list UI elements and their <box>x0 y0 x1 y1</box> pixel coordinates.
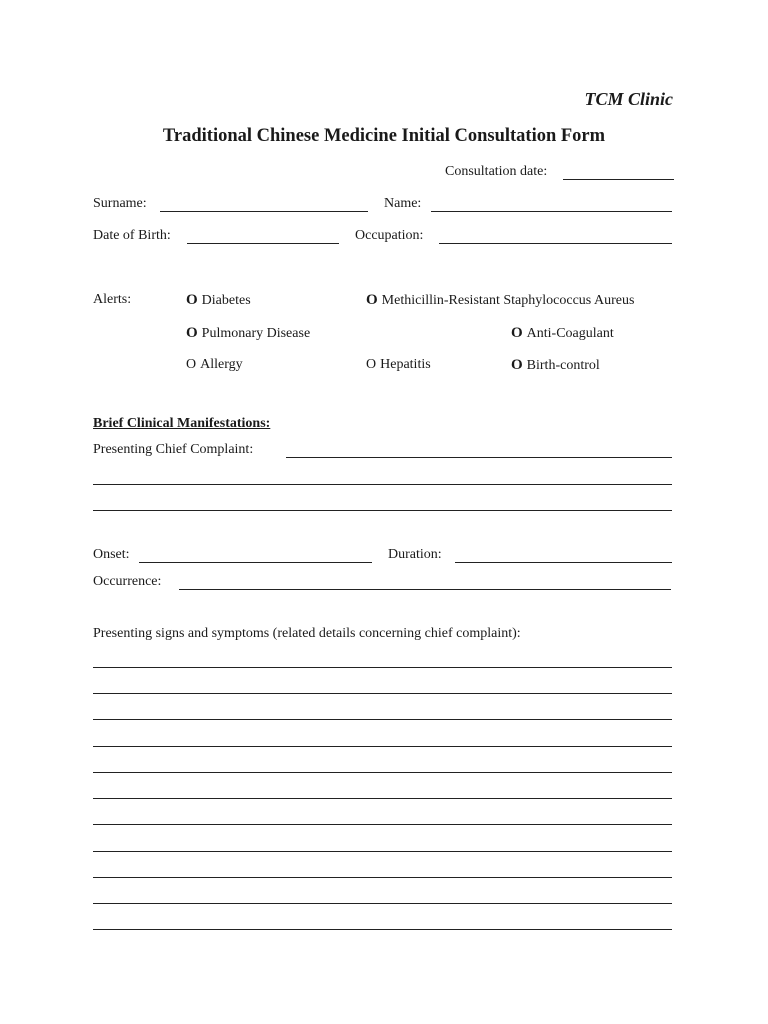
alert-option-label: Anti-Coagulant <box>526 326 614 341</box>
radio-circle-icon: O <box>366 292 378 308</box>
alert-option-allergy[interactable] <box>186 358 243 372</box>
name-field[interactable] <box>431 211 672 212</box>
radio-circle-icon: O <box>511 357 523 373</box>
onset-field[interactable] <box>139 562 372 563</box>
signs-symptoms-line[interactable] <box>93 798 672 799</box>
form-title: Traditional Chinese Medicine Initial Consultation Form <box>162 126 606 146</box>
alerts-label: Alerts: <box>93 292 132 307</box>
clinic-name: TCM Clinic <box>584 89 673 109</box>
signs-symptoms-line[interactable] <box>93 719 672 720</box>
alert-option-label: Birth-control <box>526 358 600 373</box>
chief-complaint-field[interactable] <box>286 457 672 458</box>
surname-field[interactable] <box>160 211 368 212</box>
radio-circle-icon: O <box>186 292 198 308</box>
alert-option-label: Methicillin-Resistant Staphylococcus Aureus <box>381 293 635 308</box>
chief-complaint-label: Presenting Chief Complaint: <box>93 442 254 457</box>
signs-symptoms-line[interactable] <box>93 824 672 825</box>
signs-symptoms-line[interactable] <box>93 877 672 878</box>
occupation-label: Occupation: <box>355 228 424 243</box>
date-of-birth-label: Date of Birth: <box>93 228 171 243</box>
occurrence-label: Occurrence: <box>93 574 162 589</box>
alert-option-anti-coagulant[interactable] <box>511 326 614 341</box>
alert-option-birth-control[interactable] <box>511 358 600 373</box>
signs-symptoms-label: Presenting signs and symptoms (related details concerning chief complaint): <box>93 626 521 641</box>
alert-option-label: Allergy <box>200 357 243 372</box>
signs-symptoms-line[interactable] <box>93 746 672 747</box>
radio-circle-icon: O <box>366 357 377 372</box>
alert-option-diabetes[interactable] <box>186 293 251 308</box>
alert-option-label: Pulmonary Disease <box>201 326 311 341</box>
chief-complaint-line[interactable] <box>93 484 672 485</box>
occurrence-field[interactable] <box>179 589 671 590</box>
alert-option-hepatitis[interactable] <box>366 358 431 372</box>
signs-symptoms-line[interactable] <box>93 772 672 773</box>
surname-label: Surname: <box>93 196 147 211</box>
signs-symptoms-line[interactable] <box>93 903 672 904</box>
clinical-section-heading: Brief Clinical Manifestations: <box>93 416 271 431</box>
radio-circle-icon: O <box>186 357 197 372</box>
date-of-birth-field[interactable] <box>187 243 339 244</box>
signs-symptoms-line[interactable] <box>93 667 672 668</box>
chief-complaint-line[interactable] <box>93 510 672 511</box>
radio-circle-icon: O <box>186 325 198 341</box>
onset-label: Onset: <box>93 547 130 562</box>
signs-symptoms-line[interactable] <box>93 929 672 930</box>
name-label: Name: <box>384 196 422 211</box>
alert-option-mrsa[interactable] <box>366 293 634 308</box>
alert-option-pulmonary-disease[interactable] <box>186 326 310 341</box>
occupation-field[interactable] <box>439 243 672 244</box>
alert-option-label: Diabetes <box>201 293 251 308</box>
signs-symptoms-line[interactable] <box>93 693 672 694</box>
consultation-date-field[interactable] <box>563 179 674 180</box>
signs-symptoms-line[interactable] <box>93 851 672 852</box>
alert-option-label: Hepatitis <box>380 357 431 372</box>
consultation-date-label: Consultation date: <box>445 164 548 179</box>
radio-circle-icon: O <box>511 325 523 341</box>
duration-label: Duration: <box>388 547 442 562</box>
duration-field[interactable] <box>455 562 672 563</box>
